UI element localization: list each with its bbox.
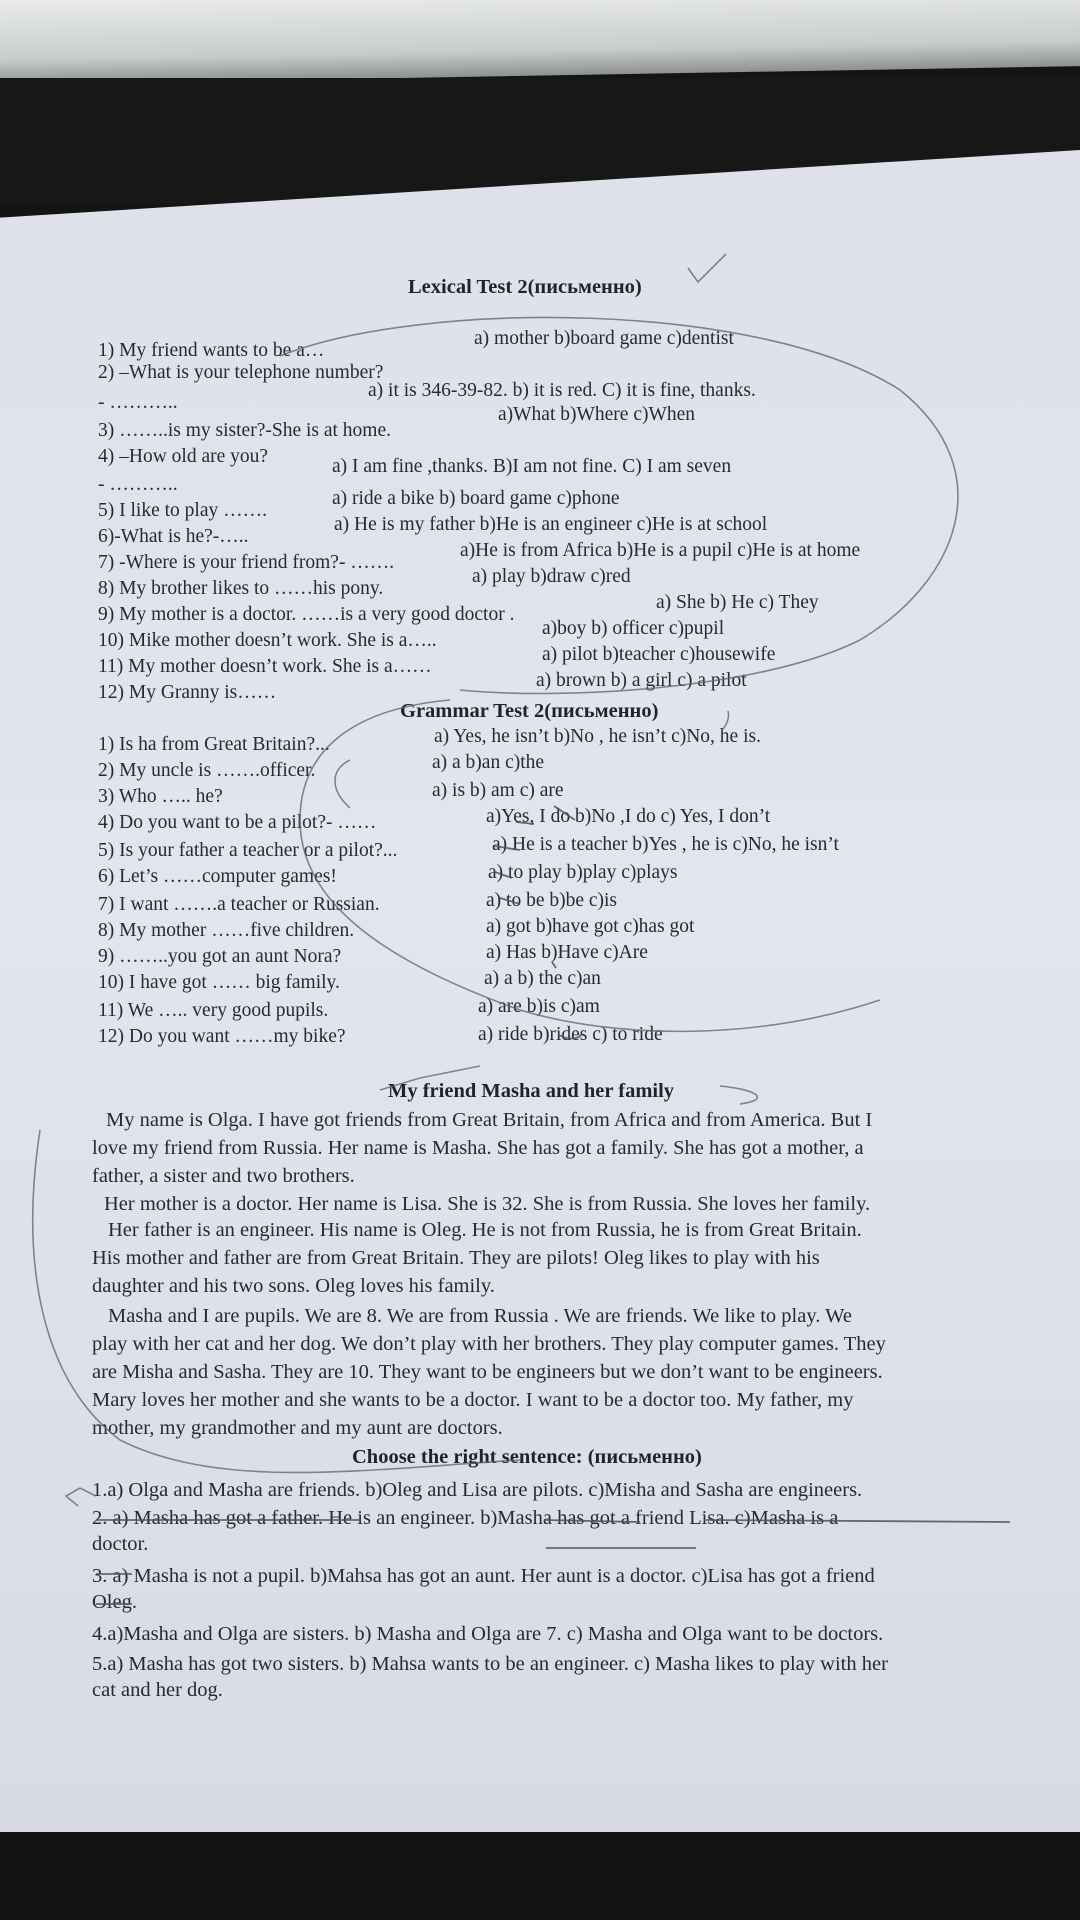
lexical-options-4: a) I am fine ,thanks. B)I am not fine. C) I am seven — [332, 456, 732, 477]
grammar-options-3: a) is b) am c) are — [432, 780, 564, 801]
lexical-options-6: a) He is my father b)He is an engineer c)He is at school — [334, 514, 768, 535]
lexical-question-9: 9) My mother is a doctor. ……is a very good doctor . — [98, 604, 515, 625]
choose-line-6: 4.a)Masha and Olga are sisters. b) Masha and Olga are 7. c) Masha and Olga want to be doctors. — [92, 1623, 884, 1645]
story-line-8: Masha and I are pupils. We are 8. We are from Russia . We are friends. We like to play. We — [108, 1305, 852, 1327]
lexical-question-7: 7) -Where is your friend from?- ……. — [98, 552, 395, 573]
story-line-5: Her father is an engineer. His name is Oleg. He is not from Russia, he is from Great Britain. — [108, 1219, 862, 1241]
lexical-options-10: a)boy b) officer c)pupil — [542, 618, 725, 639]
story-line-1: My name is Olga. I have got friends from Great Britain, from Africa and from America. But I — [106, 1109, 873, 1131]
lexical-question-4-answer: - ……….. — [98, 474, 178, 495]
lexical-options-11: a) pilot b)teacher c)housewife — [542, 644, 776, 665]
lexical-question-6: 6)-What is he?-….. — [98, 526, 249, 547]
grammar-question-2: 2) My uncle is …….officer. — [98, 760, 316, 781]
grammar-question-5: 5) Is your father a teacher or a pilot?... — [98, 840, 398, 861]
grammar-question-9: 9) ……..you got an aunt Nora? — [98, 946, 342, 967]
story-line-4: Her mother is a doctor. Her name is Lisa. She is 32. She is from Russia. She loves her family. — [104, 1193, 871, 1215]
grammar-question-8: 8) My mother ……five children. — [98, 920, 355, 941]
lexical-options-3: a)What b)Where c)When — [498, 404, 696, 425]
choose-line-7: 5.a) Masha has got two sisters. b) Mahsa wants to be an engineer. c) Masha likes to play with her — [92, 1653, 888, 1675]
choose-title: Choose the right sentence: (письменно) — [352, 1446, 702, 1468]
lexical-test-title: Lexical Test 2(письменно) — [408, 276, 642, 298]
grammar-options-1: a) Yes, he isn’t b)No , he isn’t c)No, he is. — [434, 726, 761, 747]
grammar-question-4: 4) Do you want to be a pilot?- …… — [98, 812, 377, 833]
grammar-question-11: 11) We ….. very good pupils. — [98, 1000, 329, 1021]
grammar-options-11: a) are b)is c)am — [478, 996, 600, 1017]
grammar-question-6: 6) Let’s ……computer games! — [98, 866, 337, 887]
lexical-options-1: a) mother b)board game c)dentist — [474, 328, 734, 349]
grammar-question-7: 7) I want …….a teacher or Russian. — [98, 894, 380, 915]
story-line-9: play with her cat and her dog. We don’t play with her brothers. They play computer games. They — [92, 1333, 886, 1355]
story-line-10: are Misha and Sasha. They are 10. They want to be engineers but we don’t want to be engineers. — [92, 1361, 883, 1383]
grammar-options-4: a)Yes, I do b)No ,I do c) Yes, I don’t — [486, 806, 771, 827]
choose-line-2: 2. a) Masha has got a father. He is an engineer. b)Masha has got a friend Lisa. c)Masha is a — [92, 1507, 839, 1529]
grammar-question-12: 12) Do you want ……my bike? — [98, 1026, 346, 1047]
lexical-question-3: 3) ……..is my sister?-She is at home. — [98, 420, 392, 441]
grammar-options-5: a) He is a teacher b)Yes , he is c)No, he isn’t — [492, 834, 839, 855]
lexical-options-5: a) ride a bike b) board game c)phone — [332, 488, 620, 509]
grammar-options-2: a) a b)an c)the — [432, 752, 545, 773]
story-line-7: daughter and his two sons. Oleg loves his family. — [92, 1275, 495, 1297]
lexical-question-4: 4) –How old are you? — [98, 446, 269, 467]
lexical-question-10: 10) Mike mother doesn’t work. She is a….. — [98, 630, 437, 651]
lexical-question-11: 11) My mother doesn’t work. She is a…… — [98, 656, 432, 677]
choose-line-4: 3. a) Masha is not a pupil. b)Mahsa has got an aunt. Her aunt is a doctor. c)Lisa has got a friend — [92, 1565, 875, 1587]
lexical-options-12: a) brown b) a girl c) a pilot — [536, 670, 747, 691]
lexical-question-2: 2) –What is your telephone number? — [98, 362, 384, 383]
lexical-question-8: 8) My brother likes to ……his pony. — [98, 578, 384, 599]
story-line-6: His mother and father are from Great Britain. They are pilots! Oleg likes to play with his — [92, 1247, 820, 1269]
story-line-11: Mary loves her mother and she wants to be a doctor. I want to be a doctor too. My father, my — [92, 1389, 854, 1411]
grammar-options-8: a) got b)have got c)has got — [486, 916, 695, 937]
lexical-question-5: 5) I like to play ……. — [98, 500, 267, 521]
grammar-options-10: a) a b) the c)an — [484, 968, 601, 989]
story-line-12: mother, my grandmother and my aunt are doctors. — [92, 1417, 503, 1439]
lexical-options-2: a) it is 346-39-82. b) it is red. C) it is fine, thanks. — [368, 380, 756, 401]
story-line-2: love my friend from Russia. Her name is Masha. She has got a family. She has got a mother, a — [92, 1137, 864, 1159]
lexical-options-9: a) She b) He c) They — [656, 592, 819, 613]
choose-line-5: Oleg. — [92, 1591, 137, 1613]
choose-line-1: 1.a) Olga and Masha are friends. b)Oleg and Lisa are pilots. c)Misha and Sasha are engineers. — [92, 1479, 863, 1501]
lexical-question-1: 1) My friend wants to be a… — [98, 340, 325, 361]
grammar-test-title: Grammar Test 2(письменно) — [400, 700, 659, 722]
grammar-options-6: a) to play b)play c)plays — [488, 862, 678, 883]
grammar-options-12: a) ride b)rides c) to ride — [478, 1024, 663, 1045]
lexical-question-12: 12) My Granny is…… — [98, 682, 277, 703]
lexical-options-7: a)He is from Africa b)He is a pupil c)He is at home — [460, 540, 861, 561]
choose-line-8: cat and her dog. — [92, 1679, 223, 1701]
story-line-3: father, a sister and two brothers. — [92, 1165, 355, 1187]
lexical-options-8: a) play b)draw c)red — [472, 566, 631, 587]
lexical-question-2-answer: - ……….. — [98, 392, 178, 413]
grammar-options-7: a) to be b)be c)is — [486, 890, 618, 911]
grammar-question-3: 3) Who ….. he? — [98, 786, 223, 807]
grammar-question-10: 10) I have got …… big family. — [98, 972, 340, 993]
grammar-question-1: 1) Is ha from Great Britain?... — [98, 734, 330, 755]
story-title: My friend Masha and her family — [388, 1080, 675, 1102]
choose-line-3: doctor. — [92, 1533, 149, 1555]
grammar-options-9: a) Has b)Have c)Are — [486, 942, 648, 963]
